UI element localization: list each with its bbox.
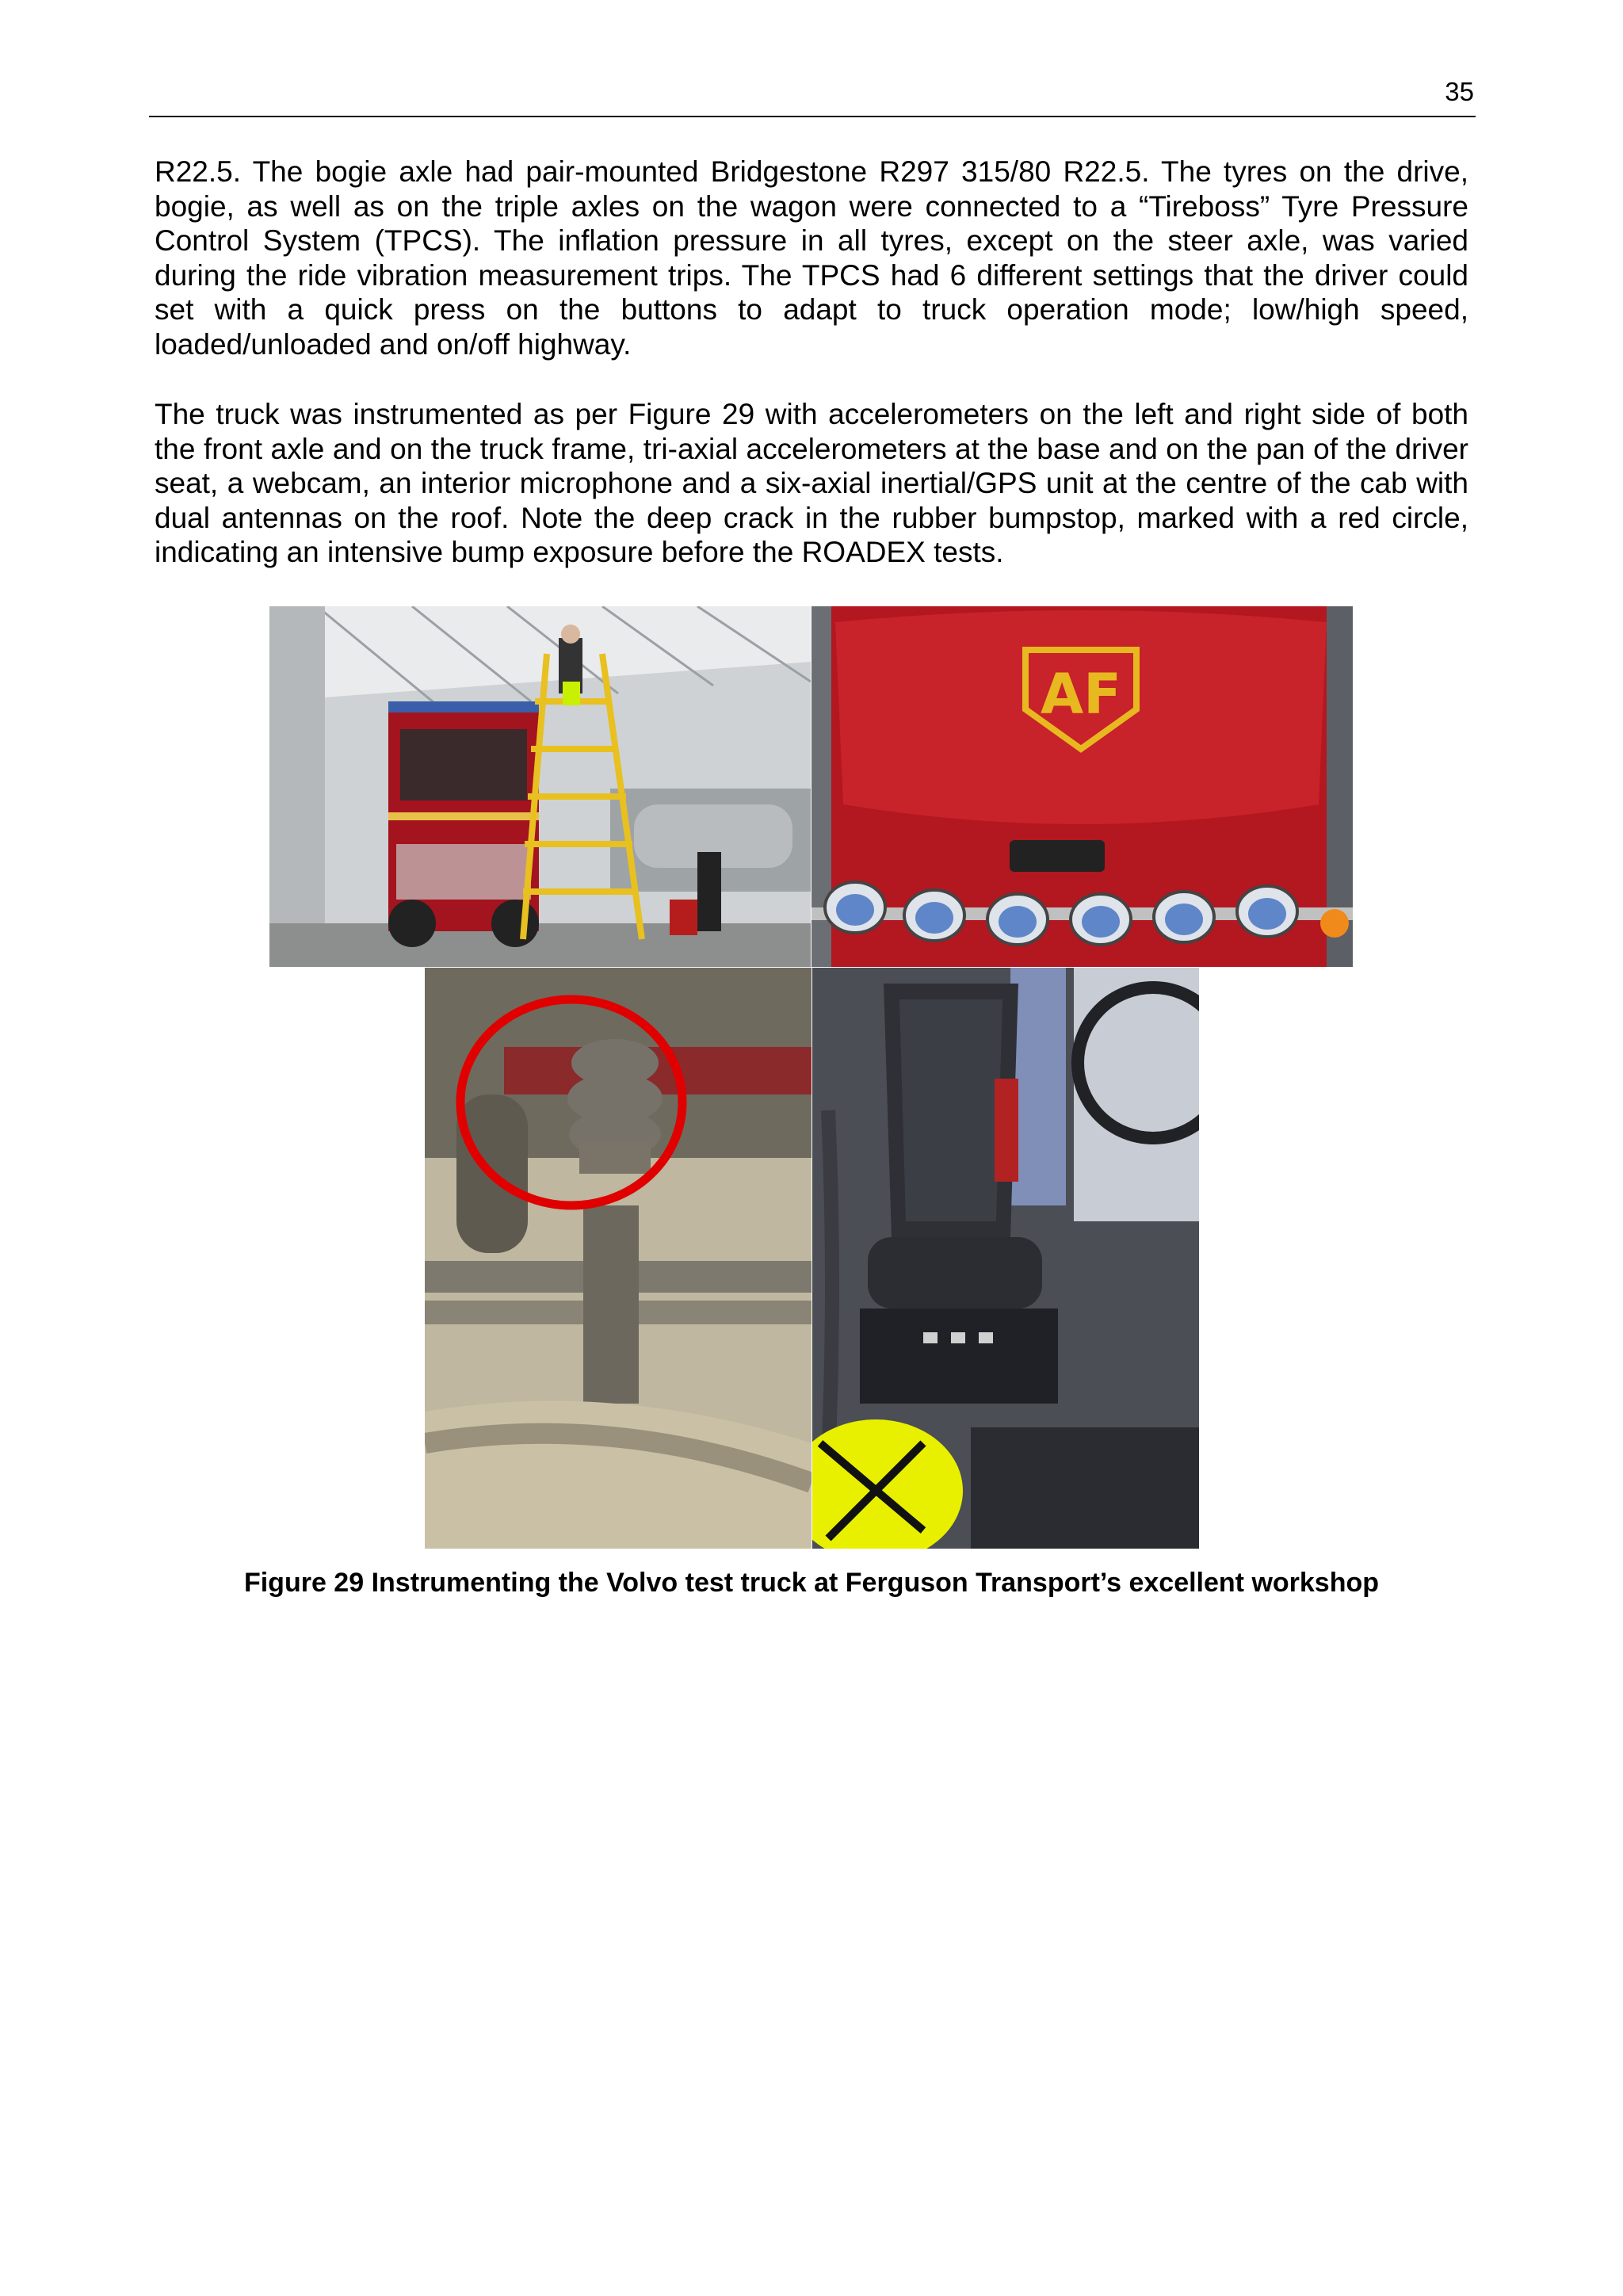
figure-caption: Figure 29 Instrumenting the Volvo test truck at Ferguson Transport’s excellent workshop (243, 1568, 1380, 1598)
page-number: 35 (1445, 77, 1474, 106)
photo-workshop-truck (269, 606, 811, 967)
header-rule (149, 116, 1476, 117)
cab-logo-text: AF (1041, 662, 1121, 727)
photo-bumpstop (425, 968, 812, 1549)
paragraph-2: The truck was instrumented as per Figure 29 with accelerometers on the left and right side of both the front axle and on the truck frame, tri-axial accelerometers at the base and on the pan of the driver seat, a webcam, an interior microphone and a six-axial inertial/GPS unit at the centre of the cab with dual antennas on the roof. Note the deep crack in the rubber bumpstop, marked with a red circle, indicating an intensive bump exposure before the ROADEX tests. (155, 398, 1468, 568)
photo-driver-seat (812, 968, 1199, 1549)
paragraph-1: R22.5. The bogie axle had pair-mounted Bridgestone R297 315/80 R22.5. The tyres on the drive, bogie, as well as on the triple axles on the wagon were connected to a “Tireboss” Tyre Pressure Control System (TPCS). The inflation pressure in all tyres, except on the steer axle, was varied during the ride vibration measurement trips. The TPCS had 6 different settings that the driver could set with a quick press on the buttons to adapt to truck operation mode; low/high speed, loaded/unloaded and on/off highway. (155, 155, 1468, 361)
photo-cab-front (812, 606, 1353, 967)
